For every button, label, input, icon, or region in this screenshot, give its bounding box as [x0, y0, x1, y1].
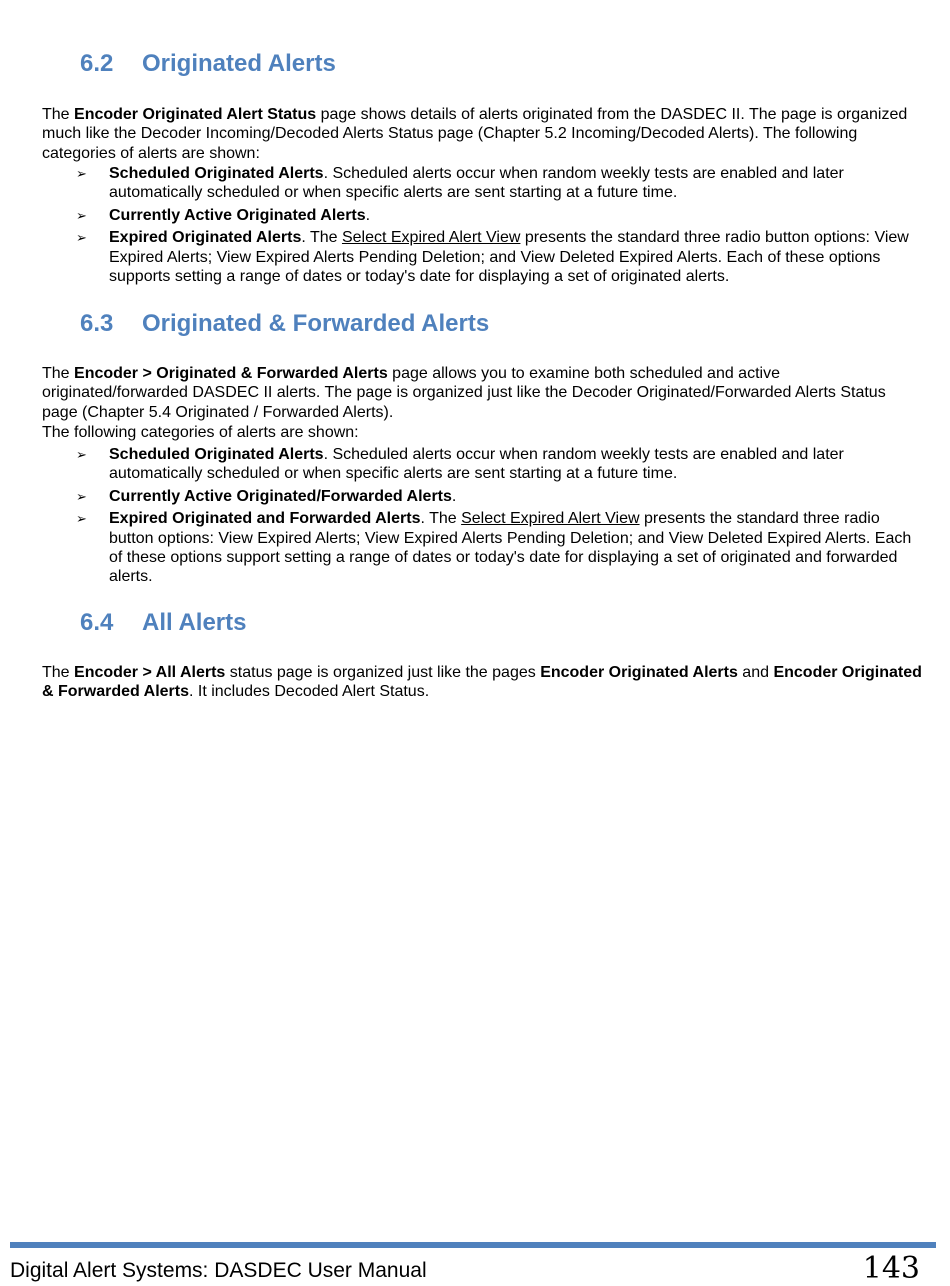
section-title: All Alerts [142, 609, 247, 636]
section-6-3-intro-categories: The following categories of alerts are shown: [42, 424, 359, 441]
section-6-2-intro: The Encoder Originated Alert Status page shows details of alerts originated from the DASDEC II. The page is organized much like the Decoder Incoming/Decoded Alerts Status page (Chapter 5.2 Incoming/Decoded Alerts). The following categories of alerts are shown: [42, 106, 908, 162]
section-heading-6-4 [80, 609, 246, 637]
list-item: ➢ Scheduled Originated Alerts. Scheduled alerts occur when random weekly tests are enabled and later automatically scheduled or when specific alerts are sent starting at a future time. [76, 446, 844, 483]
arrow-bullet-icon: ➢ [76, 447, 87, 462]
section-number: 6.2 [80, 50, 114, 77]
section-6-3-intro: The Encoder > Originated & Forwarded Alerts page allows you to examine both scheduled and active originated/forwarded DASDEC II alerts. The page is organized just like the Decoder Originated/Forwarded Alerts Status page (Chapter 5.4 Originated / Forwarded Alerts). [42, 365, 886, 421]
arrow-bullet-icon: ➢ [76, 166, 87, 181]
section-heading-6-2 [80, 50, 336, 78]
section-number: 6.3 [80, 310, 114, 337]
section-title: Originated & Forwarded Alerts [142, 310, 490, 337]
section-6-4-intro: The Encoder > All Alerts status page is organized just like the pages Encoder Originated Alerts and Encoder Originated & Forwarded Alerts. It includes Decoded Alert Status. [42, 664, 922, 701]
list-item: ➢ Expired Originated and Forwarded Alerts. The Select Expired Alert View presents the standard three radio button options: View Expired Alerts; View Expired Alerts Pending Deletion; and View Deleted Expired Alerts. Each of these options support setting a range of dates or today's date for displaying a set of originated and forwarded alerts. [76, 510, 912, 586]
arrow-bullet-icon: ➢ [76, 207, 87, 223]
arrow-bullet-icon: ➢ [76, 230, 87, 246]
list-item: ➢ Expired Originated Alerts. The Select Expired Alert View presents the standard three radio button options: View Expired Alerts; View Expired Alerts Pending Deletion; and View Deleted Expired Alerts. Each of these options supports setting a range of dates or today's date for displaying a set of originated alerts. [76, 229, 909, 286]
section-heading-6-3 [80, 310, 489, 338]
arrow-bullet-icon: ➢ [76, 488, 87, 504]
arrow-bullet-icon: ➢ [76, 511, 87, 527]
list-item: ➢ Scheduled Originated Alerts. Scheduled alerts occur when random weekly tests are enabled and later automatically scheduled or when specific alerts are sent starting at a future time. [76, 165, 844, 202]
section-number: 6.4 [80, 609, 114, 636]
footer-title: Digital Alert Systems: DASDEC User Manual [10, 1259, 427, 1282]
list-item: ➢ Currently Active Originated/Forwarded Alerts. [76, 487, 457, 505]
footer-divider [10, 1242, 936, 1248]
section-6-2-bullet-list [42, 164, 922, 289]
select-expired-alert-view-link: Select Expired Alert View [461, 510, 640, 528]
page-number: 143 [862, 1251, 920, 1286]
section-title: Originated Alerts [142, 50, 336, 77]
select-expired-alert-view-link: Select Expired Alert View [341, 229, 521, 247]
list-item: ➢ Currently Active Originated Alerts. [76, 206, 371, 224]
section-6-3-bullet-list [42, 445, 922, 590]
